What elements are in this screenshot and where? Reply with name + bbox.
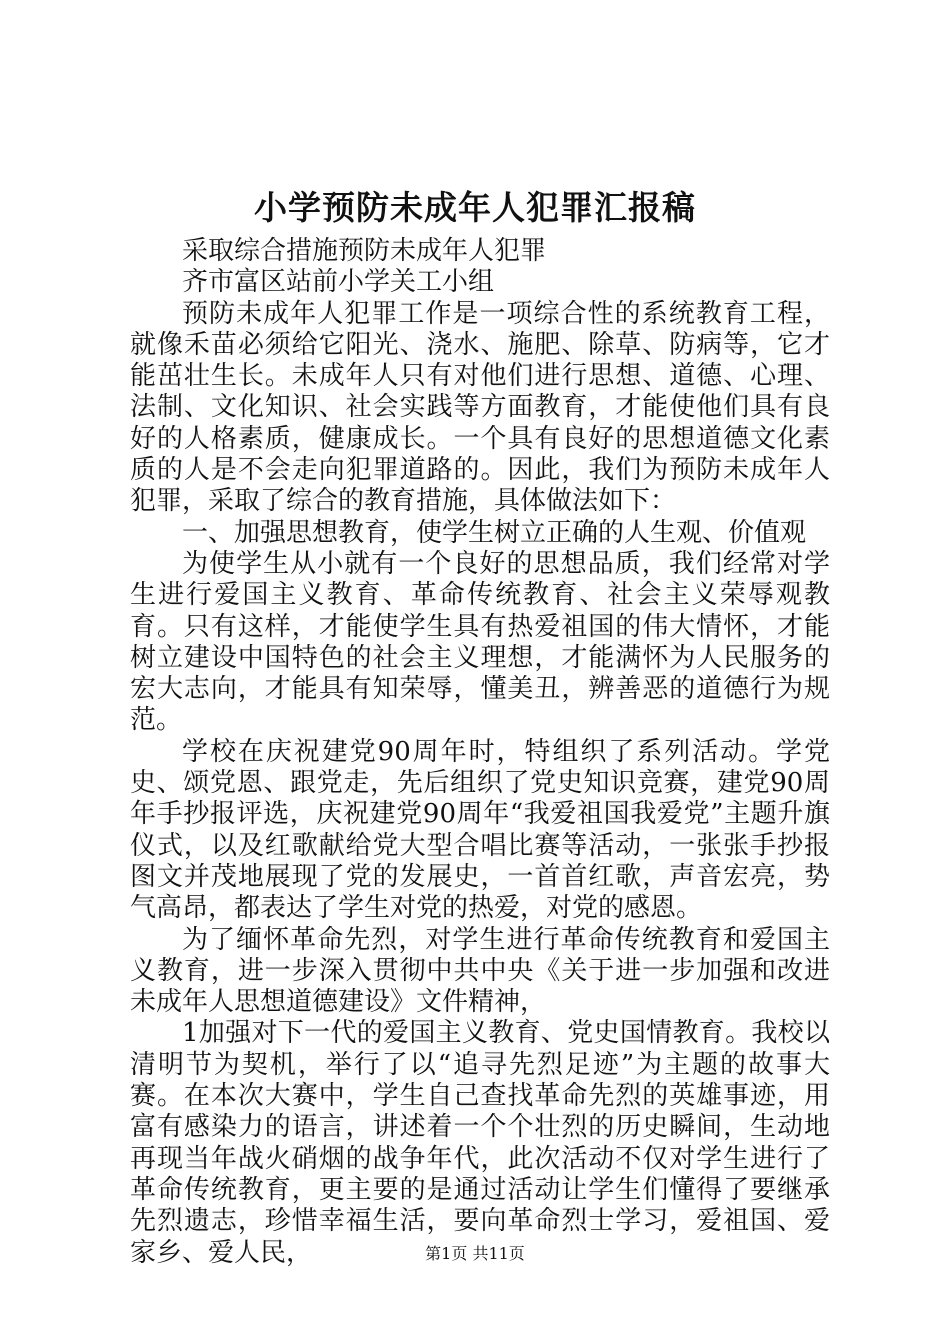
document-title: 小学预防未成年人犯罪汇报稿: [254, 188, 696, 227]
author-paragraph: 齐市富区站前小学关工小组: [182, 267, 495, 298]
page-footer: 第1页 共11页: [425, 1244, 525, 1263]
body-paragraph: 预防未成年人犯罪工作是一项综合性的系统教育工程，就像禾苗必须给它阳光、浇水、施肥、除草、防病等，它才能茁壮生长。未成年人只有对他们进行思想、道德、心理、法制、文化知识、社会实践等方面教育，才能使他们具有良好的人格素质，健康成长。一个具有良好的思想道德文化素质的人是不会走向犯罪道路的。因此，我们为预防未成年人犯罪，采取了综合的教育措施，具体做法如下：: [130, 298, 830, 517]
subtitle-paragraph: 采取综合措施预防未成年人犯罪: [182, 236, 547, 266]
section-heading: 一、加强思想教育，使学生树立正确的人生观、价值观: [182, 517, 807, 548]
body-paragraph: 为了缅怀革命先烈，对学生进行革命传统教育和爱国主义教育，进一步深入贯彻中共中央《关于进一步加强和改进未成年人思想道德建设》文件精神，: [130, 924, 830, 1018]
document-body: [130, 236, 830, 1269]
body-paragraph: 1加强对下一代的爱国主义教育、党史国情教育。我校以清明节为契机，举行了以“追寻先烈足迹”为主题的故事大赛。在本次大赛中，学生自己查找革命先烈的英雄事迹，用富有感染力的语言，讲述着一个个壮烈的历史瞬间，生动地再现当年战火硝烟的战争年代，此次活动不仅对学生进行了革命传统教育，更主要的是通过活动让学生们懂得了要继承先烈遗志，珍惜幸福生活，要向革命烈士学习，爱祖国、爱家乡、爱人民，: [130, 1018, 830, 1268]
body-paragraph: 学校在庆祝建党90周年时，特组织了系列活动。学党史、颂党恩、跟党走，先后组织了党史知识竞赛，建党90周年手抄报评选，庆祝建党90周年“我爱祖国我爱党”主题升旗仪式，以及红歌献给党大型合唱比赛等活动，一张张手抄报图文并茂地展现了党的发展史，一首首红歌，声音宏亮，势气高昂，都表达了学生对党的热爱，对党的感恩。: [130, 736, 830, 924]
body-paragraph: 为使学生从小就有一个良好的思想品质，我们经常对学生进行爱国主义教育、革命传统教育、社会主义荣辱观教育。只有这样，才能使学生具有热爱祖国的伟大情怀，才能树立建设中国特色的社会主义理想，才能满怀为人民服务的宏大志向，才能具有知荣辱，懂美丑，辨善恶的道德行为规范。: [130, 548, 830, 736]
